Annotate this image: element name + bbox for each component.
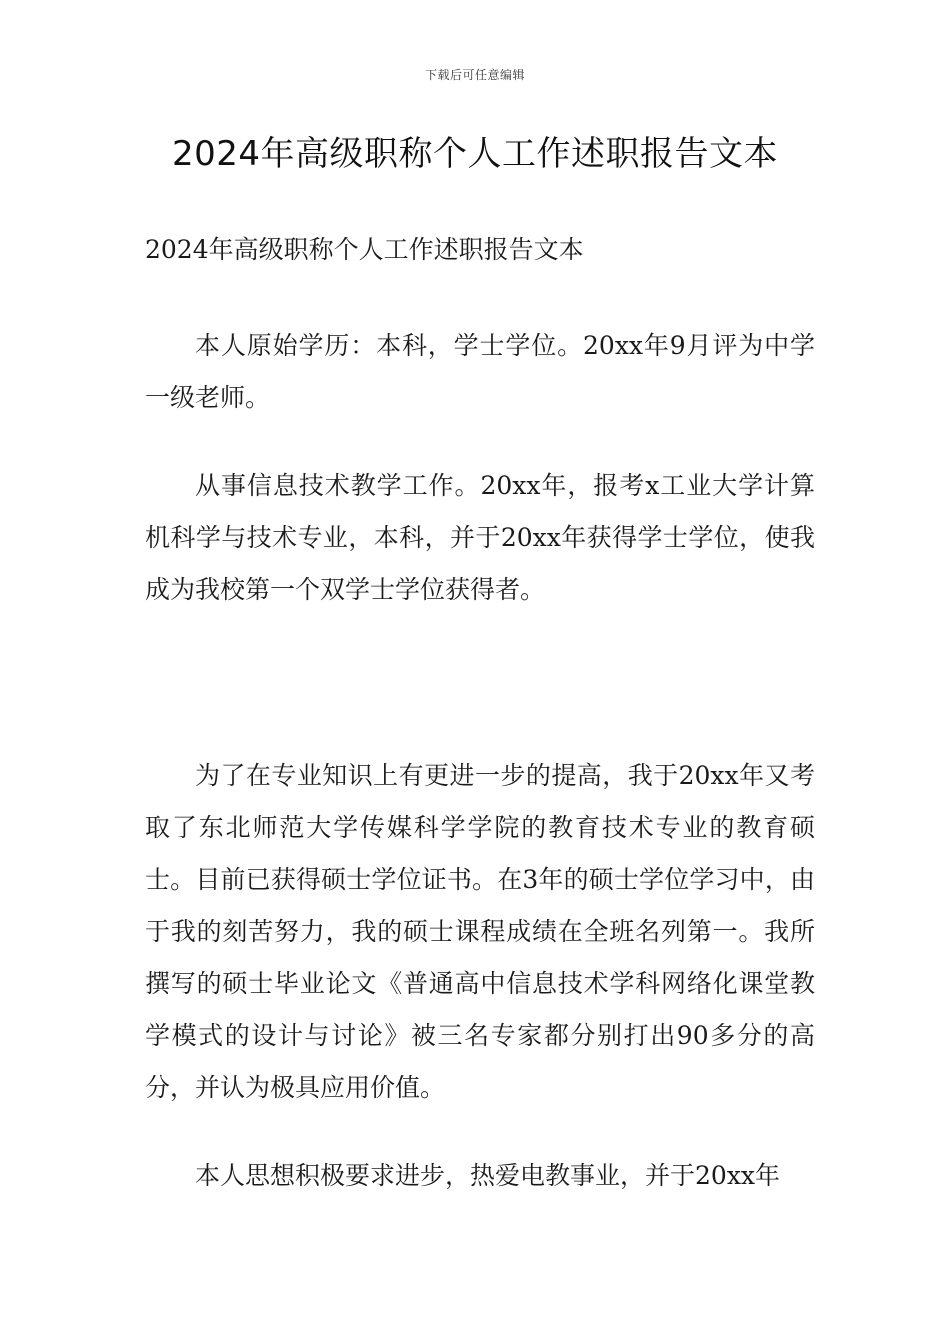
document-title: 2024年高级职称个人工作述职报告文本 [171,134,779,174]
paragraph-masters: 为了在专业知识上有更进一步的提高，我于20xx年又考取了东北师范大学传媒科学学院的教育技术专业的教育硕士。目前已获得硕士学位证书。在3年的硕士学位学习中，由于我的刻苦努力，我的硕士课程成绩在全班名列第一。我所撰写的硕士毕业论文《普通高中信息技术学科网络化课堂教学模式的设计与讨论》被三名专家都分别打出90多分的高分，并认为极具应用价值。 [145,761,815,1102]
document-subtitle: 2024年高级职称个人工作述职报告文本 [145,235,584,264]
paragraph-career: 从事信息技术教学工作。20xx年，报考x工业大学计算机科学与技术专业，本科，并于20xx年获得学士学位，使我成为我校第一个双学士学位获得者。 [145,471,815,604]
paragraph-education: 本人原始学历：本科，学士学位。20xx年9月评为中学一级老师。 [145,331,815,412]
header-note: 下载后可任意编辑 [424,68,525,82]
paragraph-attitude: 本人思想积极要求进步，热爱电教事业，并于20xx年 [195,1161,781,1190]
document-body [145,226,815,1238]
